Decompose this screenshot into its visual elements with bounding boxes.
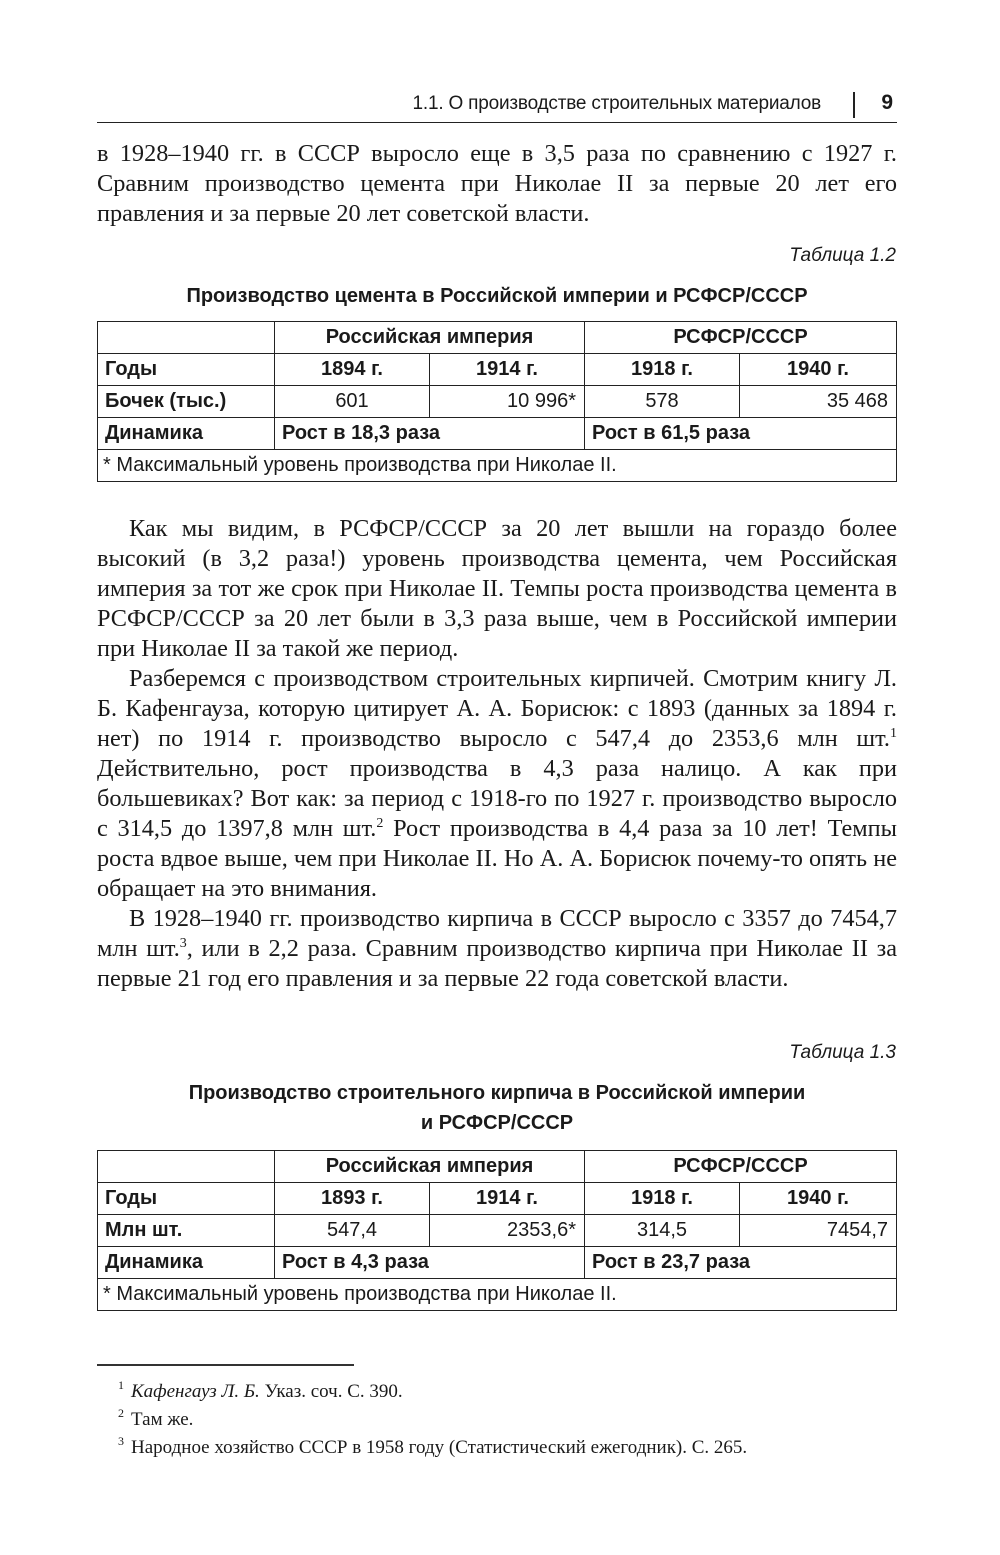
table-row: [98, 450, 897, 482]
table-row: [98, 1215, 897, 1247]
table1-title: Производство цемента в Российской империи и РСФСР/СССР: [186, 285, 808, 307]
table-cell: Рост в 18,3 раза: [275, 418, 585, 450]
table2-label: Таблица 1.3: [789, 1042, 896, 1063]
table-cell: 1893 г.: [275, 1183, 430, 1215]
table-cell: 1940 г.: [740, 354, 897, 386]
paragraph: [97, 664, 897, 904]
footnote-ref: 3: [179, 935, 187, 951]
running-header: [97, 86, 897, 123]
paragraph-text: Действительно, рост производства в 4,3 раза налицо. А как при большевиках? Вот как: за период с 1918-го по 1927 г. производство выросло с 314,5 до 1397,8 млн шт.: [97, 755, 897, 842]
table2-title: [97, 1078, 897, 1138]
table-row: [98, 322, 897, 354]
paragraph: Как мы видим, в РСФСР/СССР за 20 лет вышли на гораздо более высокий (в 3,2 раза!) уровень производства цемента, чем Российская империя за тот же срок при Николае II. Темпы роста производства цемента в РСФСР/СССР за 20 лет были в 3,3 раза выше, чем в Российской империи при Николае II за такой же период.: [97, 515, 897, 662]
table-cell: 1940 г.: [740, 1183, 897, 1215]
cement-table: [97, 321, 897, 482]
footnotes: [118, 1378, 891, 1462]
table-cell: Рост в 4,3 раза: [275, 1247, 585, 1279]
table-note: * Максимальный уровень производства при Николае II.: [98, 450, 897, 482]
table-cell: [98, 322, 275, 354]
table-cell: 1918 г.: [585, 1183, 740, 1215]
table-cell: [98, 1151, 275, 1183]
table-cell: Динамика: [98, 418, 275, 450]
table-cell: 547,4: [275, 1215, 430, 1247]
table-cell: 1918 г.: [585, 354, 740, 386]
footnote-mark: 2: [118, 1406, 124, 1420]
header-divider: [853, 92, 855, 118]
footnote-text: Указ. соч. С. 390.: [259, 1381, 403, 1402]
footnote-author: Кафенгауз Л. Б.: [131, 1381, 260, 1402]
table-cell: РСФСР/СССР: [585, 1151, 897, 1183]
table-cell: 1894 г.: [275, 354, 430, 386]
table-cell: Российская империя: [275, 1151, 585, 1183]
footnote-mark: 1: [118, 1378, 124, 1392]
page-number: 9: [881, 91, 893, 114]
footnote: [118, 1434, 891, 1462]
table-cell: Годы: [98, 1183, 275, 1215]
brick-table: [97, 1150, 897, 1311]
table-cell: 1914 г.: [430, 1183, 585, 1215]
table-row: [98, 1247, 897, 1279]
footnote-ref: 1: [890, 725, 897, 741]
table-cell: Рост в 23,7 раза: [585, 1247, 897, 1279]
table1-label: Таблица 1.2: [789, 245, 896, 266]
paragraph-text: , или в 2,2 раза. Сравним производство кирпича при Николае II за первые 21 год его правления и за первые 22 года советской власти.: [97, 935, 897, 992]
table-cell: Годы: [98, 354, 275, 386]
table2-title-line: Производство строительного кирпича в Российской империи: [188, 1082, 806, 1104]
table-cell: 2353,6*: [430, 1215, 585, 1247]
table-cell: 35 468: [740, 386, 897, 418]
intro-text: в 1928–1940 гг. в СССР выросло еще в 3,5 раза по сравнению с 1927 г. Сравним производство цемента при Николае II за первые 20 лет его правления и за первые 20 лет советской власти.: [97, 140, 897, 227]
intro-paragraph: [97, 139, 897, 229]
paragraph: [97, 904, 897, 994]
footnote-text: Там же.: [131, 1409, 194, 1430]
footnote-ref: 2: [376, 815, 384, 831]
table-cell: Рост в 61,5 раза: [585, 418, 897, 450]
paragraph-text: В 1928–1940 гг. производство кирпича в СССР выросло с 3357 до 7454,7 млн шт.: [97, 905, 897, 962]
table-cell: 314,5: [585, 1215, 740, 1247]
footnote-divider: [97, 1364, 354, 1366]
footnote-text: Народное хозяйство СССР в 1958 году (Статистический ежегодник). С. 265.: [131, 1437, 748, 1458]
table-row: [98, 1183, 897, 1215]
table-cell: Бочек (тыс.): [98, 386, 275, 418]
footnote: [118, 1406, 891, 1434]
table-cell: Млн шт.: [98, 1215, 275, 1247]
table-row: [98, 1151, 897, 1183]
table-cell: 1914 г.: [430, 354, 585, 386]
body-text: [97, 514, 897, 994]
table2-title-line: и РСФСР/СССР: [420, 1112, 574, 1134]
table-cell: 10 996*: [430, 386, 585, 418]
table-row: [98, 418, 897, 450]
table-cell: 601: [275, 386, 430, 418]
table-cell: Российская империя: [275, 322, 585, 354]
table-cell: 578: [585, 386, 740, 418]
paragraph-text: Рост производства в 4,4 раза за 10 лет! Темпы роста вдвое выше, чем при Николае II. Но А. А. Борисюк почему-то опять не обращает на это внимания.: [97, 815, 897, 902]
table-cell: Динамика: [98, 1247, 275, 1279]
footnote-mark: 3: [118, 1434, 124, 1448]
table-row: [98, 1279, 897, 1311]
table-cell: РСФСР/СССР: [585, 322, 897, 354]
paragraph-text: Разберемся с производством строительных кирпичей. Смотрим книгу Л. Б. Кафенгауза, которую цитирует А. А. Борисюк: с 1893 (данных за 1894 г. нет) по 1914 г. производство выросло с 547,4 до 2353,6 млн шт.: [97, 665, 897, 752]
footnote: [118, 1378, 891, 1406]
table-cell: 7454,7: [740, 1215, 897, 1247]
table-row: [98, 386, 897, 418]
table-row: [98, 354, 897, 386]
table-note: * Максимальный уровень производства при Николае II.: [98, 1279, 897, 1311]
section-title: 1.1. О производстве строительных материалов: [412, 93, 821, 114]
